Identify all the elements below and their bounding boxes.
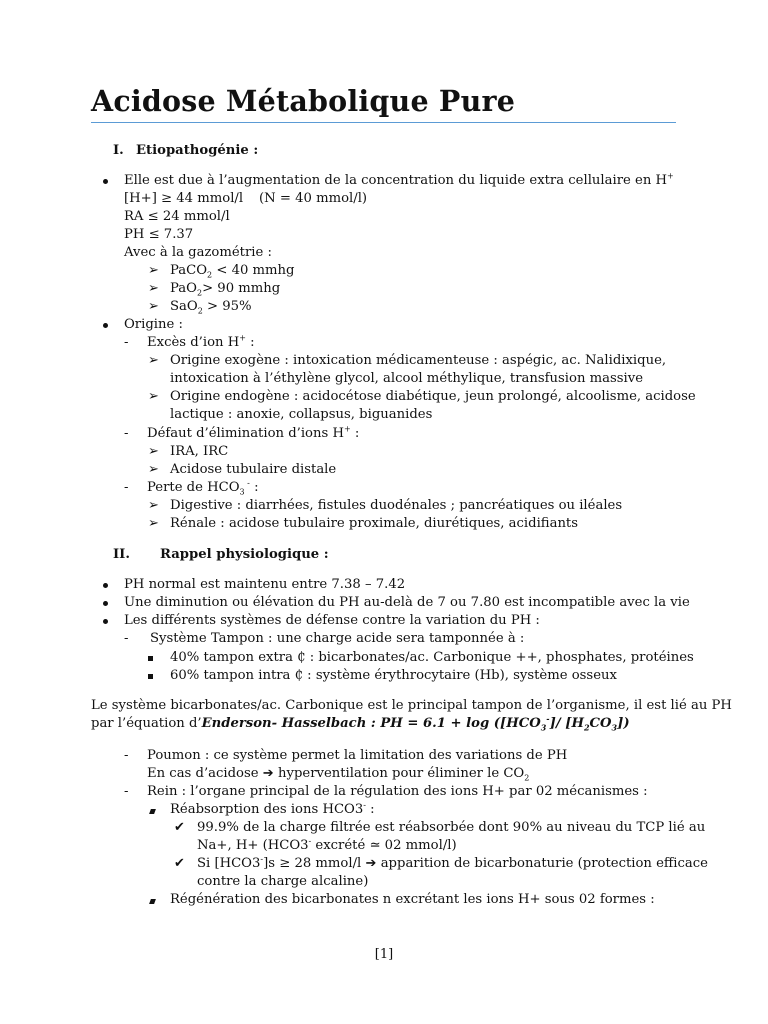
section-2-title: Rappel physiologique :: [160, 547, 329, 562]
arrow-bullet-icon: ➢: [148, 389, 159, 404]
text-line: lactique : anoxie, collapsus, biguanides: [170, 407, 433, 422]
bullet-dot: [103, 601, 108, 606]
square-bullet: [148, 674, 153, 679]
dash-bullet: -: [124, 784, 129, 799]
text-line: contre la charge alcaline): [197, 874, 369, 889]
section-1-title: Etiopathogénie :: [136, 143, 259, 158]
right-arrow-icon: ➔: [365, 856, 377, 871]
text-line: PaCO$_2$ < 40 mmhg: [170, 263, 295, 280]
equation: Enderson- Hasselbach : PH = $6.1 + \log ([HCO_3^-]/$ $[H_2CO_3]$): [201, 713, 630, 733]
text-line: PH ≤ 7.37: [124, 227, 194, 242]
bullet-dot: [103, 619, 108, 624]
diamond-bullet: [149, 809, 156, 814]
bullet-dot: [103, 323, 108, 328]
page-number: [1]: [374, 947, 394, 962]
arrow-bullet-icon: ➢: [148, 263, 159, 278]
text-line: Acidose tubulaire distale: [170, 462, 337, 477]
arrow-bullet-icon: ➢: [148, 299, 159, 314]
text-line: SaO$_2$ > 95%: [170, 299, 252, 316]
text-line: Rein : l’organe principal de la régulation des ions H+ par 02 mécanismes :: [147, 784, 648, 799]
text-line: Avec à la gazométrie :: [124, 245, 272, 260]
checkmark-icon: ✔: [174, 820, 185, 835]
text-line: (N = 40 mmol/l): [259, 191, 368, 206]
text-line: Si [HCO3-]s ≥ 28 mmol/l ➔ apparition de bicarbonaturie (protection efficace: [197, 854, 708, 871]
text-line: PH normal est maintenu entre 7.38 – 7.42: [124, 577, 406, 592]
square-bullet: [148, 656, 153, 661]
text-line: Poumon : ce système permet la limitation des variations de PH: [147, 748, 568, 763]
dash-bullet: -: [124, 631, 129, 646]
text-line: 60% tampon intra ₵ : système érythrocytaire (Hb), système osseux: [170, 668, 617, 683]
arrow-bullet-icon: ➢: [148, 516, 159, 531]
dash-bullet: -: [124, 748, 129, 763]
section-2-number: II.: [113, 547, 130, 562]
diamond-bullet: [149, 899, 156, 904]
text-line: Digestive : diarrhées, fistules duodénales ; pancréatiques ou iléales: [170, 498, 623, 513]
text-line: Défaut d’élimination d’ions H+ :: [147, 424, 360, 441]
text-line: En cas d’acidose ➔ hyperventilation pour éliminer le $CO_2$: [147, 766, 530, 783]
text-line: Excès d’ion H+ :: [147, 333, 255, 350]
arrow-bullet-icon: ➢: [148, 281, 159, 296]
text-line: PaO$_2$> 90 mmhg: [170, 281, 281, 298]
dash-bullet: -: [124, 426, 129, 441]
paragraph-line: par l’équation d’Enderson- Hasselbach : PH = $6.1 + \log ([HCO_3^-]/$ $[H_2CO_3]$): [91, 713, 630, 733]
text-line: Perte de $HCO_3$ - :: [147, 478, 259, 497]
text-line: IRA, IRC: [170, 444, 229, 459]
arrow-bullet-icon: ➢: [148, 498, 159, 513]
text-line: Origine :: [124, 317, 183, 332]
text-line: RA ≤ 24 mmol/l: [124, 209, 230, 224]
paragraph-line: Le système bicarbonates/ac. Carbonique est le principal tampon de l’organisme, il est lié au PH: [91, 698, 732, 713]
arrow-bullet-icon: ➢: [148, 462, 159, 477]
dash-bullet: -: [124, 335, 129, 350]
text-line: Elle est due à l’augmentation de la concentration du liquide extra cellulaire en H+: [124, 171, 674, 188]
text-line: intoxication à l’éthylène glycol, alcool méthylique, transfusion massive: [170, 371, 644, 386]
right-arrow-icon: ➔: [262, 766, 274, 781]
text-line: 99.9% de la charge filtrée est réabsorbée dont 90% au niveau du TCP lié au: [197, 820, 706, 835]
bullet-dot: [103, 179, 108, 184]
text-line: [H+] ≥ 44 mmol/l: [124, 191, 244, 206]
text-line: Origine endogène : acidocétose diabétique, jeun prolongé, alcoolisme, acidose: [170, 389, 696, 404]
text-line: Régénération des bicarbonates n excrétant les ions H+ sous 02 formes :: [170, 892, 655, 907]
arrow-bullet-icon: ➢: [148, 353, 159, 368]
title-underline: [91, 122, 676, 123]
text-line: 40% tampon extra ₵ : bicarbonates/ac. Carbonique ++, phosphates, protéines: [170, 650, 694, 665]
checkmark-icon: ✔: [174, 856, 185, 871]
text-line: Réabsorption des ions HCO3- :: [170, 800, 375, 817]
text-line: Une diminution ou élévation du PH au-delà de 7 ou 7.80 est incompatible avec la vie: [124, 595, 690, 610]
text-line: Origine exogène : intoxication médicamenteuse : aspégic, ac. Nalidixique,: [170, 353, 667, 368]
arrow-bullet-icon: ➢: [148, 444, 159, 459]
text-line: Na+, H+ (HCO3- excrété ≃ 02 mmol/l): [197, 836, 457, 853]
text-line: Rénale : acidose tubulaire proximale, diurétiques, acidifiants: [170, 516, 579, 531]
dash-bullet: -: [124, 480, 129, 495]
bullet-dot: [103, 583, 108, 588]
page-title: Acidose Métabolique Pure: [91, 84, 516, 118]
section-1-number: I.: [113, 143, 124, 158]
text-line: Les différents systèmes de défense contre la variation du PH :: [124, 613, 540, 628]
text-line: Système Tampon : une charge acide sera tamponnée à :: [150, 631, 525, 646]
